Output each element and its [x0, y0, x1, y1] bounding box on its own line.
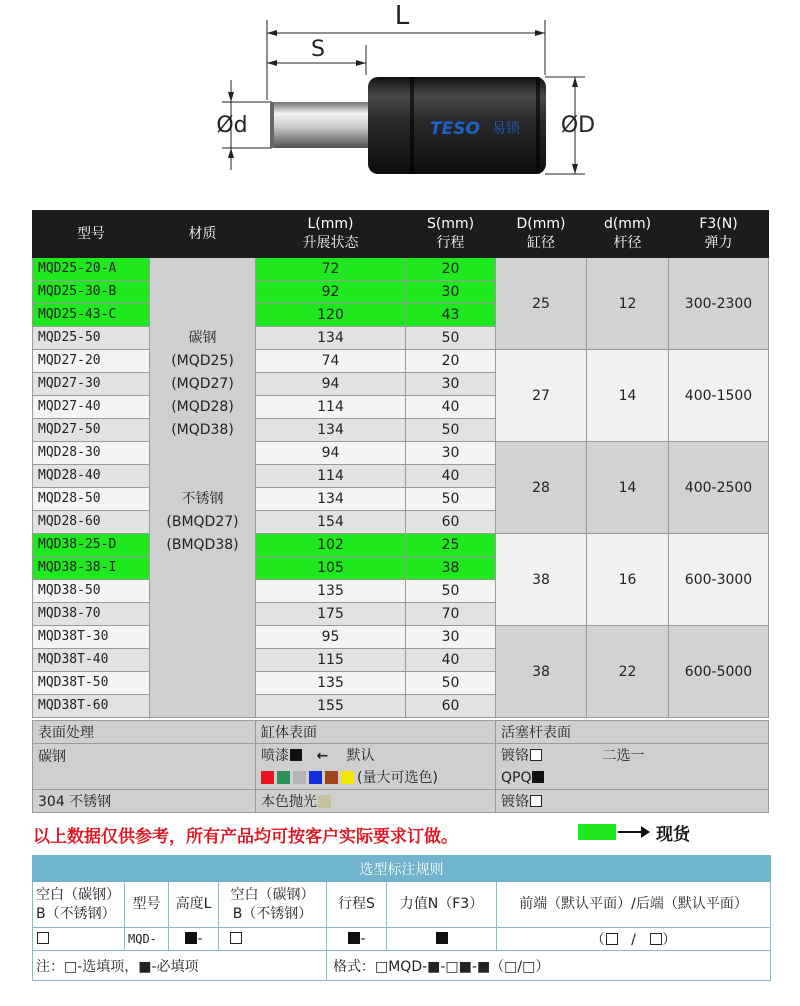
rules-val-force [387, 928, 497, 951]
stock-label: 现货 [656, 824, 690, 845]
force-cell: 400-2500 [669, 442, 769, 534]
color-swatch [261, 771, 274, 784]
rules-title: 选型标注规则 [33, 856, 771, 882]
length-cell: 175 [256, 603, 406, 626]
stroke-cell: 43 [406, 304, 496, 327]
rules-col-height: 高度L [169, 882, 219, 928]
paint-filled-square-icon [290, 749, 302, 761]
surface-stainless-rod: 镀铬 [496, 790, 769, 813]
rules-col-material-prefix: 空白（碳钢） B（不锈钢） [33, 882, 125, 928]
brand-name: 易锁 [492, 121, 520, 137]
surface-header-rod: 活塞杆表面 [496, 721, 769, 744]
stroke-cell: 60 [406, 695, 496, 718]
stroke-cell: 30 [406, 442, 496, 465]
rules-col-ends: 前端（默认平面）/后端（默认平面） [497, 882, 771, 928]
qpq-option: QPQ [501, 769, 532, 786]
default-label: 默认 [346, 747, 375, 764]
surface-table [32, 720, 769, 813]
choose-one-label: 二选一 [602, 747, 645, 764]
bore-cell: 28 [496, 442, 587, 534]
force-cell: 300-2300 [669, 258, 769, 350]
table-row [33, 534, 769, 557]
disclaimer-notice: 以上数据仅供参考，所有产品均可按客户实际要求订做。 [33, 827, 458, 847]
required-square-icon-2 [348, 932, 360, 944]
length-cell: 94 [256, 442, 406, 465]
stroke-cell: 30 [406, 373, 496, 396]
length-cell: 134 [256, 488, 406, 511]
model-cell: MQD27-30 [33, 373, 150, 396]
gas-spring-diagram [0, 0, 800, 205]
chrome-checkbox-icon[interactable] [530, 749, 542, 761]
bore-cell: 38 [496, 626, 587, 718]
material-cell: 碳钢 (MQD25) (MQD27) (MQD28) (MQD38) 不锈钢 (BMQD27) (BMQD38) [150, 258, 256, 718]
rod-cell: 12 [587, 258, 669, 350]
piston-rod [270, 102, 370, 148]
spec-header-3: S(mm) 行程 [406, 211, 496, 258]
model-cell: MQD25-50 [33, 327, 150, 350]
dim-label-D: ØD [560, 113, 596, 138]
model-cell: MQD38-70 [33, 603, 150, 626]
rules-val-material-suffix [219, 928, 327, 951]
surface-carbon-rod [496, 744, 769, 790]
rules-col-material-suffix: 空白（碳钢） B（不锈钢） [219, 882, 327, 928]
color-swatch [341, 771, 354, 784]
stroke-cell: 30 [406, 281, 496, 304]
dim-label-d: Ød [216, 113, 248, 138]
qpq-filled-square-icon [532, 771, 544, 783]
stroke-cell: 60 [406, 511, 496, 534]
stroke-cell: 70 [406, 603, 496, 626]
model-cell: MQD38T-60 [33, 695, 150, 718]
length-cell: 134 [256, 327, 406, 350]
model-cell: MQD38T-40 [33, 649, 150, 672]
length-cell: 74 [256, 350, 406, 373]
spec-header-row [33, 211, 769, 258]
force-cell: 600-3000 [669, 534, 769, 626]
model-cell: MQD38T-50 [33, 672, 150, 695]
surface-header-body: 缸体表面 [256, 721, 496, 744]
model-cell: MQD38-25-D [33, 534, 150, 557]
rules-val-height: - [169, 928, 219, 951]
rules-val-model: MQD- [125, 928, 169, 951]
optional-square-icon[interactable] [37, 932, 49, 944]
table-row [33, 626, 769, 649]
chrome-checkbox-icon-2[interactable] [530, 795, 542, 807]
front-end-square-icon[interactable] [606, 933, 618, 945]
length-cell: 105 [256, 557, 406, 580]
model-cell: MQD38-50 [33, 580, 150, 603]
length-cell: 134 [256, 419, 406, 442]
model-cell: MQD25-30-B [33, 281, 150, 304]
default-arrow-icon: ← [316, 747, 329, 764]
stroke-cell: 40 [406, 465, 496, 488]
color-swatch [277, 771, 290, 784]
rules-col-stroke: 行程S [327, 882, 387, 928]
model-cell: MQD28-50 [33, 488, 150, 511]
rules-note-legend: 注：□-选填项，■-必填项 [33, 951, 327, 981]
selection-rules-table [32, 855, 771, 981]
table-row [33, 442, 769, 465]
chrome-option: 镀铬 [501, 747, 529, 764]
required-square-icon [185, 932, 197, 944]
dim-label-L: L [394, 1, 410, 31]
length-cell: 135 [256, 672, 406, 695]
rod-cell: 22 [587, 626, 669, 718]
rules-col-force: 力值N（F3） [387, 882, 497, 928]
rules-val-material-prefix [33, 928, 125, 951]
force-cell: 400-1500 [669, 350, 769, 442]
surface-stainless-body: 本色抛光 [256, 790, 496, 813]
stock-legend [578, 821, 690, 843]
spec-header-1: 材质 [150, 211, 256, 258]
rules-val-ends: （ / ） [497, 928, 771, 951]
bore-cell: 25 [496, 258, 587, 350]
spec-header-2: L(mm) 升展状态 [256, 211, 406, 258]
surface-header-treatment: 表面处理 [33, 721, 256, 744]
stroke-cell: 50 [406, 419, 496, 442]
model-cell: MQD38T-30 [33, 626, 150, 649]
stroke-cell: 25 [406, 534, 496, 557]
required-square-icon-3 [436, 932, 448, 944]
dim-label-S: S [311, 37, 325, 62]
color-swatch [293, 771, 306, 784]
length-cell: 154 [256, 511, 406, 534]
stroke-cell: 20 [406, 258, 496, 281]
spec-header-4: D(mm) 缸径 [496, 211, 587, 258]
rear-end-square-icon[interactable] [650, 933, 662, 945]
model-cell: MQD25-20-A [33, 258, 150, 281]
spec-header-5: d(mm) 杆径 [587, 211, 669, 258]
rod-cell: 14 [587, 442, 669, 534]
model-cell: MQD28-60 [33, 511, 150, 534]
rod-cell: 14 [587, 350, 669, 442]
length-cell: 155 [256, 695, 406, 718]
stock-green-swatch [578, 824, 616, 840]
spec-header-0: 型号 [33, 211, 150, 258]
model-cell: MQD28-30 [33, 442, 150, 465]
length-cell: 114 [256, 396, 406, 419]
surface-carbon-body [256, 744, 496, 790]
stroke-cell: 50 [406, 488, 496, 511]
colors-note: (量大可选色) [357, 769, 438, 786]
stroke-cell: 50 [406, 327, 496, 350]
table-row [33, 350, 769, 373]
color-swatch [325, 771, 338, 784]
spec-header-6: F3(N) 弹力 [669, 211, 769, 258]
color-swatches [261, 770, 357, 786]
force-cell: 600-5000 [669, 626, 769, 718]
rules-val-stroke: - [327, 928, 387, 951]
stroke-cell: 38 [406, 557, 496, 580]
model-cell: MQD27-50 [33, 419, 150, 442]
rod-cell: 16 [587, 534, 669, 626]
stroke-cell: 30 [406, 626, 496, 649]
optional-square-icon-2[interactable] [230, 932, 242, 944]
bore-cell: 38 [496, 534, 587, 626]
polish-swatch [318, 795, 331, 808]
length-cell: 95 [256, 626, 406, 649]
rules-note-format: 格式：□MQD-■-□■-■（□/□） [327, 951, 771, 981]
length-cell: 135 [256, 580, 406, 603]
rules-col-model: 型号 [125, 882, 169, 928]
stroke-cell: 20 [406, 350, 496, 373]
model-cell: MQD25-43-C [33, 304, 150, 327]
length-cell: 115 [256, 649, 406, 672]
bore-cell: 27 [496, 350, 587, 442]
length-cell: 120 [256, 304, 406, 327]
model-cell: MQD28-40 [33, 465, 150, 488]
stroke-cell: 50 [406, 580, 496, 603]
stroke-cell: 40 [406, 396, 496, 419]
spec-table [32, 210, 769, 718]
right-arrow-icon [618, 831, 648, 833]
surface-stainless-label: 304 不锈钢 [33, 790, 256, 813]
surface-carbon-label: 碳钢 [33, 744, 256, 790]
length-cell: 102 [256, 534, 406, 557]
table-row [33, 258, 769, 281]
stroke-cell: 40 [406, 649, 496, 672]
color-swatch [309, 771, 322, 784]
stroke-cell: 50 [406, 672, 496, 695]
length-cell: 92 [256, 281, 406, 304]
brand-logo: TESO [430, 119, 480, 139]
model-cell: MQD38-38-I [33, 557, 150, 580]
length-cell: 114 [256, 465, 406, 488]
paint-label: 喷漆 [261, 747, 289, 764]
model-cell: MQD27-40 [33, 396, 150, 419]
length-cell: 94 [256, 373, 406, 396]
length-cell: 72 [256, 258, 406, 281]
model-cell: MQD27-20 [33, 350, 150, 373]
